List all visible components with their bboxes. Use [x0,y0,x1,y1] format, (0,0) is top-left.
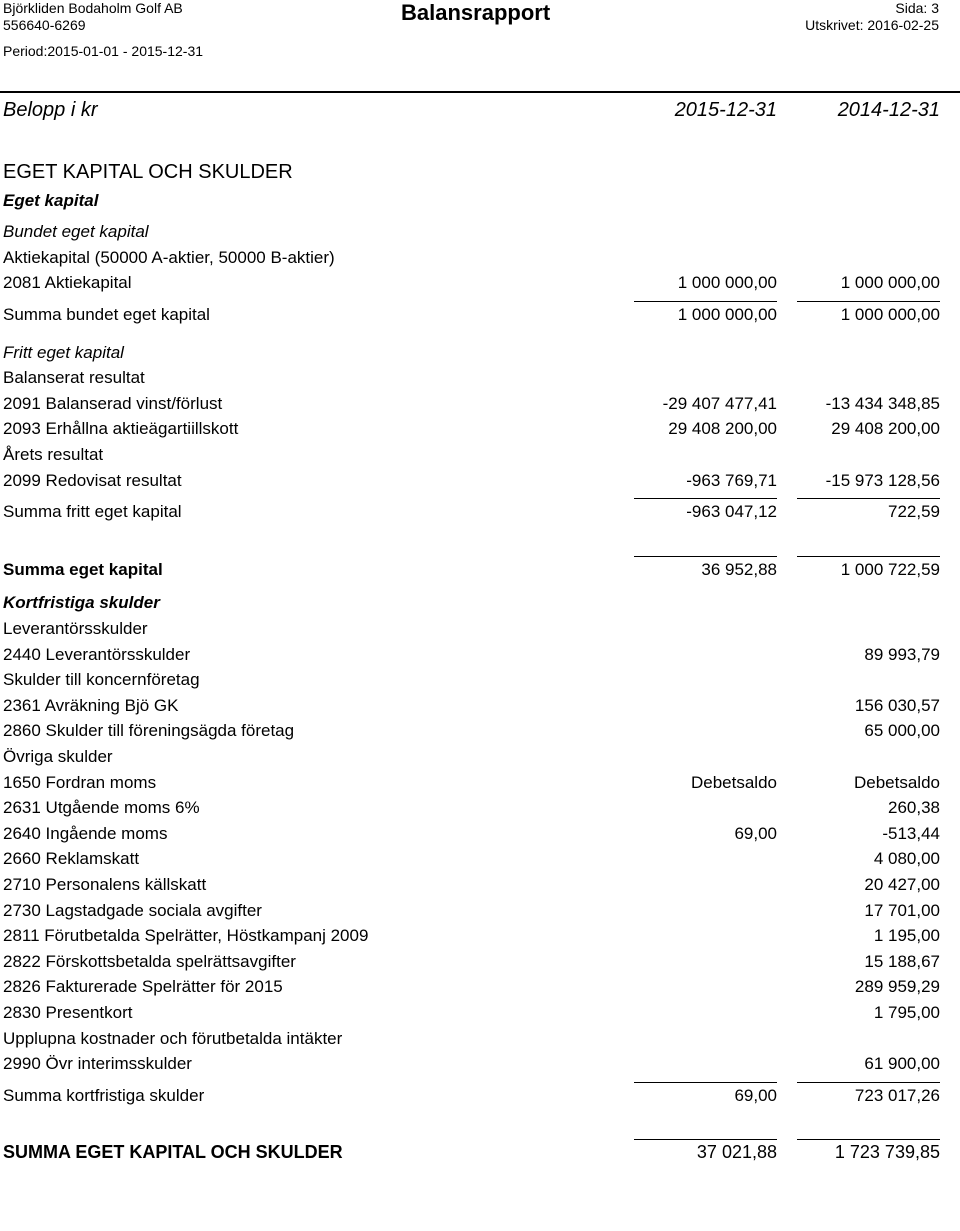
summary-row [0,499,960,524]
group-heading [0,160,960,185]
report-title: Balansrapport [401,0,551,25]
group-heading [0,667,960,692]
account-row [0,468,960,493]
amount-previous-year: 260,38 [888,798,940,818]
account-row [0,846,960,871]
group-heading [0,1026,960,1051]
amount-previous-year: 1 195,00 [873,926,940,946]
amount-current-year: 69,00 [597,1083,777,1108]
account-row [0,795,960,820]
account-row [0,270,960,295]
amount-previous-year: 61 900,00 [864,1054,940,1074]
group-heading [0,442,960,467]
group-heading [0,219,960,244]
amount-previous-year: 89 993,79 [864,644,940,664]
group-heading [0,590,960,615]
summary-row [0,302,960,327]
account-row [0,1051,960,1076]
group-heading [0,340,960,365]
column-label-amount: Belopp i kr [3,99,98,121]
row-label: Aktiekapital (50000 A-aktier, 50000 B-aktier) [3,247,335,267]
account-row [0,974,960,999]
account-row [0,693,960,718]
amount-previous-year: 723 017,26 [760,1083,940,1108]
amount-previous-year: 65 000,00 [864,721,940,741]
account-row [0,642,960,667]
group-heading [0,245,960,270]
amount-previous-year: 1 795,00 [873,1003,940,1022]
company-name: Björkliden Bodaholm Golf AB [3,0,183,16]
row-label: Upplupna kostnader och förutbetalda intäkter [3,1028,343,1048]
group-heading [0,616,960,641]
row-label: Fritt eget kapital [3,342,124,362]
row-label: 2830 Presentkort [3,1003,133,1022]
row-label: Balanserat resultat [3,368,145,388]
amount-previous-year: Debetsaldo [853,772,940,792]
row-label: Bundet eget kapital [3,222,149,242]
amount-previous-year: 4 080,00 [873,849,940,869]
amount-current-year: 29 408 200,00 [668,419,777,439]
row-label: EGET KAPITAL OCH SKULDER [3,161,293,183]
row-label: Skulder till koncernföretag [3,670,200,690]
row-label: 2710 Personalens källskatt [3,875,207,894]
amount-previous-year: 20 427,00 [864,875,940,894]
row-label: 2099 Redovisat resultat [3,470,182,490]
row-label: Leverantörsskulder [3,619,148,638]
amount-current-year: 1 000 000,00 [677,273,777,293]
account-row [0,1000,960,1025]
group-heading [0,365,960,390]
amount-previous-year: -15 973 128,56 [825,470,940,490]
amount-current-year: 1 000 000,00 [597,302,777,327]
column-previous-year: 2014-12-31 [837,99,940,121]
row-label: 2826 Fakturerade Spelrätter för 2015 [3,977,283,997]
amount-previous-year: 722,59 [760,499,940,524]
row-label: Summa eget kapital [3,559,163,579]
row-label: Summa kortfristiga skulder [3,1085,205,1105]
row-label: Summa bundet eget kapital [3,305,210,324]
amount-current-year: -963 047,12 [597,499,777,524]
amount-current-year: 37 021,88 [597,1140,777,1165]
account-row [0,821,960,846]
amount-previous-year: 29 408 200,00 [831,419,940,439]
row-label: 2822 Förskottsbetalda spelrättsavgifter [3,951,296,971]
account-row [0,898,960,923]
account-row [0,872,960,897]
amount-current-year: -963 769,71 [686,470,777,490]
amount-previous-year: 289 959,29 [854,977,940,997]
summary-row [0,557,960,582]
amount-current-year: -29 407 477,41 [662,393,777,413]
row-label: 2361 Avräkning Bjö GK [3,695,179,715]
group-heading [0,188,960,213]
org-number: 556640-6269 [3,17,86,33]
amount-previous-year: 1 000 000,00 [760,302,940,327]
report-period: Period:2015-01-01 - 2015-12-31 [3,43,204,59]
account-row [0,949,960,974]
row-label: 2640 Ingående moms [3,823,168,843]
printed-date: Utskrivet: 2016-02-25 [805,17,939,33]
account-row [0,923,960,948]
amount-previous-year: 1 000 000,00 [840,273,940,293]
row-label: 2631 Utgående moms 6% [3,798,200,818]
row-label: 2860 Skulder till föreningsägda företag [3,721,295,741]
row-label: Kortfristiga skulder [3,593,160,613]
row-label: SUMMA EGET KAPITAL OCH SKULDER [3,1142,343,1163]
row-label: 1650 Fordran moms [3,772,157,792]
row-label: 2091 Balanserad vinst/förlust [3,393,223,413]
row-label: 2811 Förutbetalda Spelrätter, Höstkampanj 2009 [3,926,369,946]
account-row [0,718,960,743]
account-row [0,770,960,795]
amount-previous-year: 1 000 722,59 [760,557,940,582]
row-label: Summa fritt eget kapital [3,502,182,522]
amount-previous-year: 15 188,67 [864,951,940,971]
amount-previous-year: 156 030,57 [854,695,940,715]
column-current-year: 2015-12-31 [674,99,777,121]
row-label: 2093 Erhållna aktieägartiillskott [3,419,239,439]
row-label: Övriga skulder [3,747,113,766]
amount-current-year: Debetsaldo [690,772,777,792]
page-number: Sida: 3 [895,0,939,16]
amount-current-year: 69,00 [734,823,777,843]
amount-previous-year: -513,44 [882,823,940,843]
row-label: 2660 Reklamskatt [3,849,140,869]
summary-row [0,1140,960,1165]
row-label: 2990 Övr interimsskulder [3,1054,192,1074]
summary-row [0,1083,960,1108]
header-divider [0,91,960,93]
row-label: 2730 Lagstadgade sociala avgifter [3,900,262,920]
row-label: 2440 Leverantörsskulder [3,644,191,664]
amount-previous-year: 17 701,00 [864,900,940,920]
group-heading [0,744,960,769]
row-label: Eget kapital [3,190,99,210]
amount-current-year: 36 952,88 [597,557,777,582]
account-row [0,391,960,416]
amount-previous-year: -13 434 348,85 [825,393,940,413]
row-label: 2081 Aktiekapital [3,273,132,293]
account-row [0,416,960,441]
amount-previous-year: 1 723 739,85 [760,1140,940,1165]
row-label: Årets resultat [3,445,104,464]
